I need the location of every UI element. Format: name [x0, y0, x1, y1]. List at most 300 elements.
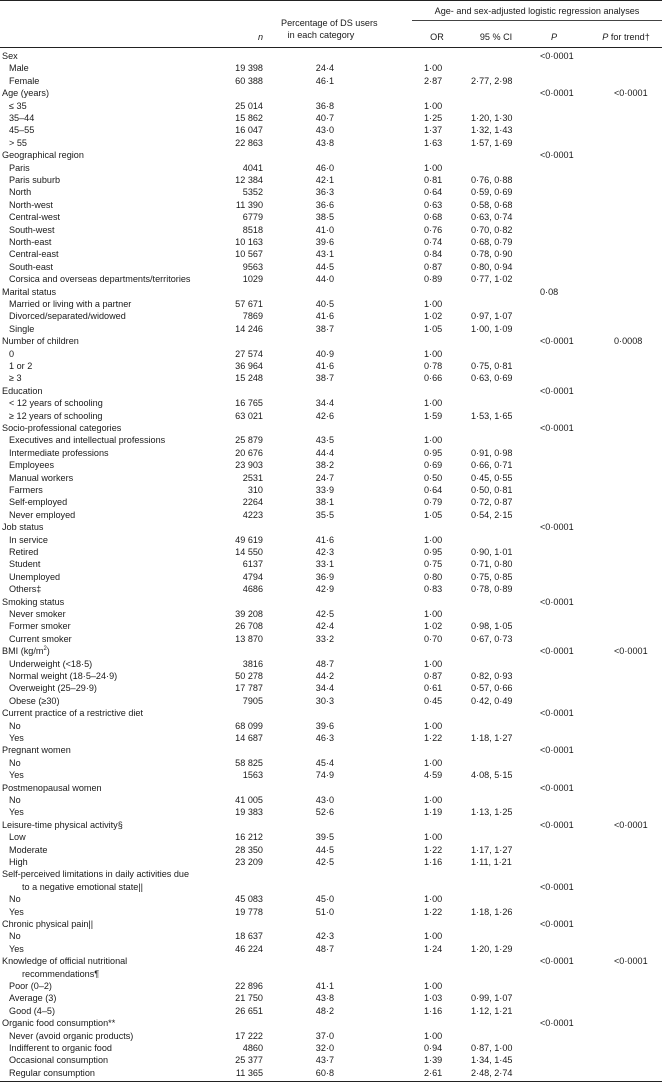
cell-or: 2·87	[424, 75, 443, 86]
cell-label-text: Socio-professional categories	[2, 423, 122, 433]
cell-pct: 41·6	[315, 311, 334, 322]
table-row	[0, 1042, 662, 1054]
table-row	[0, 484, 662, 496]
cell-n: 19 398	[235, 63, 263, 74]
cell-pt: <0·0001	[614, 646, 648, 657]
table-row	[0, 372, 662, 384]
table-row	[0, 236, 662, 248]
cell-n: 50 278	[235, 671, 263, 681]
cell-ci: 1·11, 1·21	[471, 857, 512, 867]
cell-or: 1·25	[424, 113, 443, 123]
cell-ci: 0·68, 0·79	[471, 237, 513, 247]
cell-pct: 38·5	[315, 212, 334, 223]
cell-label-text: Unemployed	[9, 571, 61, 582]
cell-pct: 36·6	[315, 199, 334, 210]
cell-label-text: Manual workers	[9, 472, 74, 483]
cell-n: 10 567	[235, 249, 263, 260]
cell-n: 46 224	[235, 943, 263, 954]
cell-label	[9, 75, 39, 87]
table-row	[0, 174, 662, 186]
cell-pct: 40·5	[315, 299, 334, 309]
cell-n: 17 222	[235, 1030, 263, 1041]
cell-or: 0·79	[424, 497, 443, 508]
cell-or: 1·37	[424, 125, 443, 136]
cell-label	[9, 546, 38, 558]
cell-label-text: Moderate	[9, 844, 48, 855]
table-row	[0, 1030, 662, 1042]
cell-or: 0·61	[424, 683, 443, 694]
cell-pct: 46·1	[315, 75, 334, 86]
cell-p: <0·0001	[540, 522, 574, 533]
cell-label-text: Farmers	[9, 485, 43, 495]
cell-or: 1·00	[424, 398, 443, 409]
cell-n: 36 964	[235, 361, 263, 371]
cell-label-text: Self-employed	[9, 497, 68, 508]
cell-n: 19 383	[235, 807, 263, 818]
cell-label-text: Student	[9, 559, 41, 570]
cell-n: 26 708	[235, 621, 263, 632]
header-p-trend: P for trend†	[602, 32, 650, 42]
cell-ci: 0·57, 0·66	[471, 683, 513, 694]
cell-or: 1·02	[424, 621, 443, 632]
cell-label-text: 1 or 2	[9, 361, 33, 371]
cell-ci: 0·87, 1·00	[471, 1043, 513, 1053]
table-row	[0, 720, 662, 732]
cell-label	[9, 372, 22, 384]
table-row	[0, 509, 662, 521]
cell-n: 25 377	[235, 1055, 263, 1066]
table-row	[0, 769, 662, 781]
table-row	[0, 893, 662, 905]
cell-ci: 1·18, 1·27	[471, 733, 513, 743]
cell-p: <0·0001	[540, 51, 574, 61]
table-row	[0, 534, 662, 546]
cell-ci: 0·82, 0·93	[471, 671, 513, 681]
cell-or: 1·00	[424, 534, 443, 545]
cell-label	[9, 348, 14, 360]
cell-label-text: Smoking status	[2, 596, 65, 607]
cell-label	[9, 484, 43, 496]
cell-label-text: Occasional consumption	[9, 1055, 109, 1066]
cell-n: 310	[247, 485, 263, 495]
cell-n: 22 863	[235, 137, 263, 148]
cell-ci: 1·20, 1·29	[471, 943, 513, 954]
cell-ci: 0·66, 0·71	[471, 460, 513, 471]
cell-or: 1·00	[424, 609, 443, 619]
cell-n: 25 879	[235, 435, 263, 446]
cell-or: 0·66	[424, 373, 443, 384]
cell-label	[9, 1042, 112, 1054]
table-section-row	[0, 149, 662, 161]
table-section-row	[0, 968, 662, 980]
cell-label-text: Married or living with a partner	[9, 299, 132, 309]
cell-pct: 39·6	[315, 720, 334, 731]
table-row	[0, 992, 662, 1004]
cell-label	[9, 397, 103, 409]
cell-ci: 0·77, 1·02	[471, 274, 513, 285]
table-section-row	[0, 596, 662, 608]
cell-or: 1·00	[424, 795, 443, 805]
cell-ci: 0·99, 1·07	[471, 993, 513, 1004]
cell-n: 23 209	[235, 857, 263, 867]
cell-n: 8518	[242, 224, 263, 235]
cell-label	[2, 707, 143, 719]
cell-label	[9, 236, 51, 248]
cell-n: 4860	[242, 1043, 263, 1053]
cell-label-suffix: )	[46, 646, 50, 657]
cell-label-text: North-west	[9, 199, 53, 210]
cell-label	[9, 447, 109, 459]
cell-label-text: Never (avoid organic products)	[9, 1030, 134, 1041]
cell-ci: 1·32, 1·43	[471, 125, 513, 136]
table-row	[0, 186, 662, 198]
cell-label	[2, 385, 42, 397]
cell-label-text: Yes	[9, 733, 24, 743]
cell-label	[9, 844, 47, 856]
cell-pct: 42·5	[315, 857, 334, 867]
cell-p: <0·0001	[540, 919, 574, 929]
cell-label-text: Yes	[9, 906, 24, 917]
cell-n: 3816	[242, 658, 263, 669]
table-row	[0, 496, 662, 508]
table-row	[0, 844, 662, 856]
cell-label	[9, 186, 31, 198]
cell-pct: 42·9	[315, 584, 334, 595]
cell-label-text: Yes	[9, 943, 24, 954]
cell-ci: 0·78, 0·90	[471, 249, 513, 260]
cell-pct: 45·4	[315, 757, 334, 768]
table-row	[0, 856, 662, 868]
cell-pct: 30·3	[315, 695, 334, 706]
cell-pct: 33·2	[315, 633, 334, 644]
cell-pct: 42·1	[315, 175, 334, 185]
table-row	[0, 620, 662, 632]
cell-n: 16 212	[235, 832, 263, 843]
cell-p: <0·0001	[540, 745, 574, 756]
cell-label	[9, 310, 126, 322]
cell-or: 1·00	[424, 894, 443, 905]
table-row	[0, 112, 662, 124]
cell-ci: 1·12, 1·21	[471, 1005, 513, 1016]
cell-label-text: North	[9, 187, 32, 198]
cell-ci: 0·90, 1·01	[471, 547, 513, 557]
cell-p: 0·08	[540, 286, 559, 297]
cell-pct: 45·0	[315, 894, 334, 905]
cell-ci: 1·13, 1·25	[471, 807, 513, 818]
cell-label-text: Former smoker	[9, 621, 71, 632]
cell-label-text: South-west	[9, 224, 55, 235]
cell-label-text: No	[9, 894, 21, 905]
cell-or: 1·00	[424, 931, 443, 942]
cell-label-text: recommendations¶	[22, 968, 100, 979]
cell-pct: 42·5	[315, 609, 334, 619]
table-row	[0, 124, 662, 136]
cell-pct: 43·8	[315, 993, 334, 1004]
cell-n: 11 390	[235, 199, 263, 210]
cell-label-text: Low	[9, 832, 26, 843]
cell-n: 49 619	[235, 534, 263, 545]
cell-or: 1·24	[424, 943, 443, 954]
table-row	[0, 310, 662, 322]
cell-label	[9, 360, 32, 372]
cell-pct: 48·2	[315, 1005, 334, 1016]
cell-or: 1·00	[424, 981, 443, 991]
table-row	[0, 732, 662, 744]
cell-label-text: Age (years)	[2, 88, 50, 99]
cell-ci: 0·58, 0·68	[471, 199, 513, 210]
cell-pct: 42·3	[315, 547, 334, 557]
cell-ci: 1·00, 1·09	[471, 323, 513, 334]
cell-ci: 0·98, 1·05	[471, 621, 513, 632]
cell-ci: 0·67, 0·73	[471, 633, 513, 644]
cell-pct: 46·3	[315, 733, 334, 743]
table-row	[0, 571, 662, 583]
cell-label-text: Female	[9, 75, 40, 86]
cell-label-text: Intermediate professions	[9, 447, 109, 458]
cell-pct: 24·4	[315, 63, 334, 74]
cell-pct: 43·5	[315, 435, 334, 446]
cell-pt: <0·0001	[614, 956, 648, 967]
cell-or: 1·63	[424, 137, 443, 148]
cell-n: 21 750	[235, 993, 263, 1004]
cell-p: <0·0001	[540, 708, 574, 719]
cell-pct: 44·5	[315, 261, 334, 272]
cell-or: 0·50	[424, 472, 443, 483]
header-pct-line1: Percentage of DS users	[281, 18, 378, 28]
cell-ci: 0·76, 0·88	[471, 175, 513, 185]
cell-pct: 41·0	[315, 224, 334, 235]
cell-label-text: Central-west	[9, 212, 61, 223]
table-row	[0, 162, 662, 174]
cell-p: <0·0001	[540, 596, 574, 607]
table-row	[0, 670, 662, 682]
cell-or: 1·00	[424, 162, 443, 173]
table-row	[0, 546, 662, 558]
cell-label	[2, 50, 18, 62]
cell-label-text: Chronic physical pain||	[2, 919, 94, 929]
table-row	[0, 608, 662, 620]
header-group-adjusted-regression: Age- and sex-adjusted logistic regression analyses	[434, 6, 640, 16]
cell-or: 0·75	[424, 559, 443, 570]
cell-or: 0·87	[424, 261, 443, 272]
table-row	[0, 360, 662, 372]
cell-pct: 44·2	[315, 671, 334, 681]
table-row	[0, 831, 662, 843]
cell-label-text: < 12 years of schooling	[9, 398, 103, 409]
cell-pt: <0·0001	[614, 88, 648, 99]
cell-label-text: Employees	[9, 460, 54, 471]
cell-or: 1·16	[424, 857, 443, 867]
cell-label	[22, 968, 99, 980]
cell-label-text: Current practice of a restrictive diet	[2, 708, 144, 719]
cell-label	[9, 298, 131, 310]
cell-label-text: North-east	[9, 237, 52, 247]
cell-label-text: No	[9, 720, 21, 731]
cell-label	[9, 124, 34, 136]
cell-label	[2, 1017, 115, 1029]
cell-label-text: Indifferent to organic food	[9, 1043, 112, 1053]
cell-ci: 0·71, 0·80	[471, 559, 513, 570]
cell-label	[9, 583, 41, 595]
cell-pct: 33·9	[315, 485, 334, 495]
cell-p: <0·0001	[540, 423, 574, 433]
cell-n: 45 083	[235, 894, 263, 905]
table-row	[0, 980, 662, 992]
table-row	[0, 397, 662, 409]
cell-or: 0·64	[424, 187, 443, 198]
cell-pct: 51·0	[315, 906, 334, 917]
table-section-row	[0, 744, 662, 756]
cell-n: 22 896	[235, 981, 263, 991]
cell-ci: 0·63, 0·74	[471, 212, 513, 223]
cell-label-text: Paris	[9, 162, 30, 173]
cell-p: <0·0001	[540, 88, 574, 99]
table-row	[0, 434, 662, 446]
cell-n: 27 574	[235, 348, 263, 359]
cell-or: 1·03	[424, 993, 443, 1004]
cell-label-text: South-east	[9, 261, 53, 272]
table-row	[0, 248, 662, 260]
cell-ci: 0·63, 0·69	[471, 373, 513, 384]
table-section-row	[0, 868, 662, 880]
cell-label-text: ≥ 12 years of schooling	[9, 410, 103, 421]
table-row	[0, 261, 662, 273]
table-section-row	[0, 335, 662, 347]
table-section-row	[0, 385, 662, 397]
cell-n: 14 550	[235, 547, 263, 557]
cell-pct: 36·8	[315, 100, 334, 111]
cell-or: 1·00	[424, 757, 443, 768]
table-row	[0, 348, 662, 360]
cell-label-text: 0	[9, 348, 15, 359]
cell-pct: 43·1	[315, 249, 334, 260]
cell-pct: 48·7	[315, 658, 334, 669]
table-row	[0, 757, 662, 769]
cell-label-text: Normal weight (18·5–24·9)	[9, 671, 118, 681]
cell-or: 0·95	[424, 547, 443, 557]
cell-label	[9, 943, 24, 955]
cell-pct: 38·7	[315, 323, 334, 334]
cell-n: 15 248	[235, 373, 263, 384]
table-row	[0, 558, 662, 570]
cell-pct: 41·6	[315, 361, 334, 371]
cell-ci: 0·50, 0·81	[471, 485, 513, 495]
cell-label	[9, 1067, 95, 1079]
cell-ci: 1·57, 1·69	[471, 137, 513, 148]
cell-label	[9, 695, 59, 707]
cell-pct: 36·9	[315, 571, 334, 582]
cell-label	[9, 930, 21, 942]
cell-pct: 74·9	[315, 770, 334, 781]
cell-label	[2, 422, 121, 434]
cell-or: 0·70	[424, 633, 443, 644]
table-row	[0, 1054, 662, 1066]
cell-p: <0·0001	[540, 1018, 574, 1029]
cell-label	[2, 286, 56, 298]
cell-label	[9, 224, 55, 236]
cell-pct: 38·7	[315, 373, 334, 384]
cell-label	[9, 496, 67, 508]
cell-label-text: Good (4–5)	[9, 1005, 56, 1016]
cell-label	[2, 955, 127, 967]
cell-label-text: Number of children	[2, 336, 79, 347]
cell-label	[9, 100, 27, 112]
cell-label	[9, 806, 24, 818]
cell-pct: 44·5	[315, 844, 334, 855]
table-row	[0, 224, 662, 236]
cell-or: 1·16	[424, 1005, 443, 1016]
cell-label	[9, 682, 97, 694]
cell-label	[9, 1005, 55, 1017]
cell-p: <0·0001	[540, 385, 574, 396]
cell-or: 1·00	[424, 720, 443, 731]
cell-label-text: Poor (0–2)	[9, 981, 52, 991]
cell-n: 57 671	[235, 299, 263, 309]
cell-ci: 4·08, 5·15	[471, 770, 513, 781]
cell-label-text: Others‡	[9, 584, 42, 595]
cell-label-text: Average (3)	[9, 993, 57, 1004]
cell-n: 16 765	[235, 398, 263, 409]
cell-n: 6779	[242, 212, 263, 223]
cell-label	[9, 608, 66, 620]
table-row	[0, 472, 662, 484]
table-row	[0, 447, 662, 459]
table-row	[0, 794, 662, 806]
table-row	[0, 682, 662, 694]
cell-label-text: 45–55	[9, 125, 35, 136]
cell-or: 0·87	[424, 671, 443, 681]
cell-label	[9, 831, 26, 843]
cell-pct: 48·7	[315, 943, 334, 954]
table-row	[0, 298, 662, 310]
header-ci: 95 % CI	[479, 32, 513, 42]
cell-n: 25 014	[235, 100, 263, 111]
cell-label	[9, 658, 92, 670]
cell-label	[2, 87, 49, 99]
cell-n: 63 021	[235, 410, 263, 421]
cell-label-text: Current smoker	[9, 633, 72, 644]
cell-pct: 43·0	[315, 125, 334, 136]
cell-label	[9, 1054, 108, 1066]
cell-pct: 41·1	[315, 981, 334, 991]
cell-label	[9, 459, 54, 471]
cell-ci: 1·18, 1·26	[471, 906, 513, 917]
cell-label-text: Knowledge of official nutritional	[2, 956, 128, 967]
table-row	[0, 199, 662, 211]
cell-n: 19 778	[235, 906, 263, 917]
cell-or: 0·45	[424, 695, 443, 706]
cell-pct: 39·5	[315, 832, 334, 843]
cell-or: 0·94	[424, 1043, 443, 1053]
cell-p: <0·0001	[540, 646, 574, 657]
cell-ci: 2·77, 2·98	[471, 75, 513, 86]
cell-or: 1·05	[424, 323, 443, 334]
cell-pct: 44·4	[315, 447, 334, 458]
table-row	[0, 695, 662, 707]
table-section-row	[0, 819, 662, 831]
cell-label-text: Postmenopausal women	[2, 782, 102, 793]
cell-pct: 43·8	[315, 137, 334, 148]
cell-pt: <0·0001	[614, 819, 648, 830]
table-section-row	[0, 955, 662, 967]
table-row	[0, 943, 662, 955]
cell-or: 0·80	[424, 571, 443, 582]
cell-pct: 42·6	[315, 410, 334, 421]
cell-label	[9, 162, 30, 174]
cell-n: 10 163	[235, 237, 263, 247]
cell-label	[2, 335, 79, 347]
cell-or: 1·19	[424, 807, 443, 818]
